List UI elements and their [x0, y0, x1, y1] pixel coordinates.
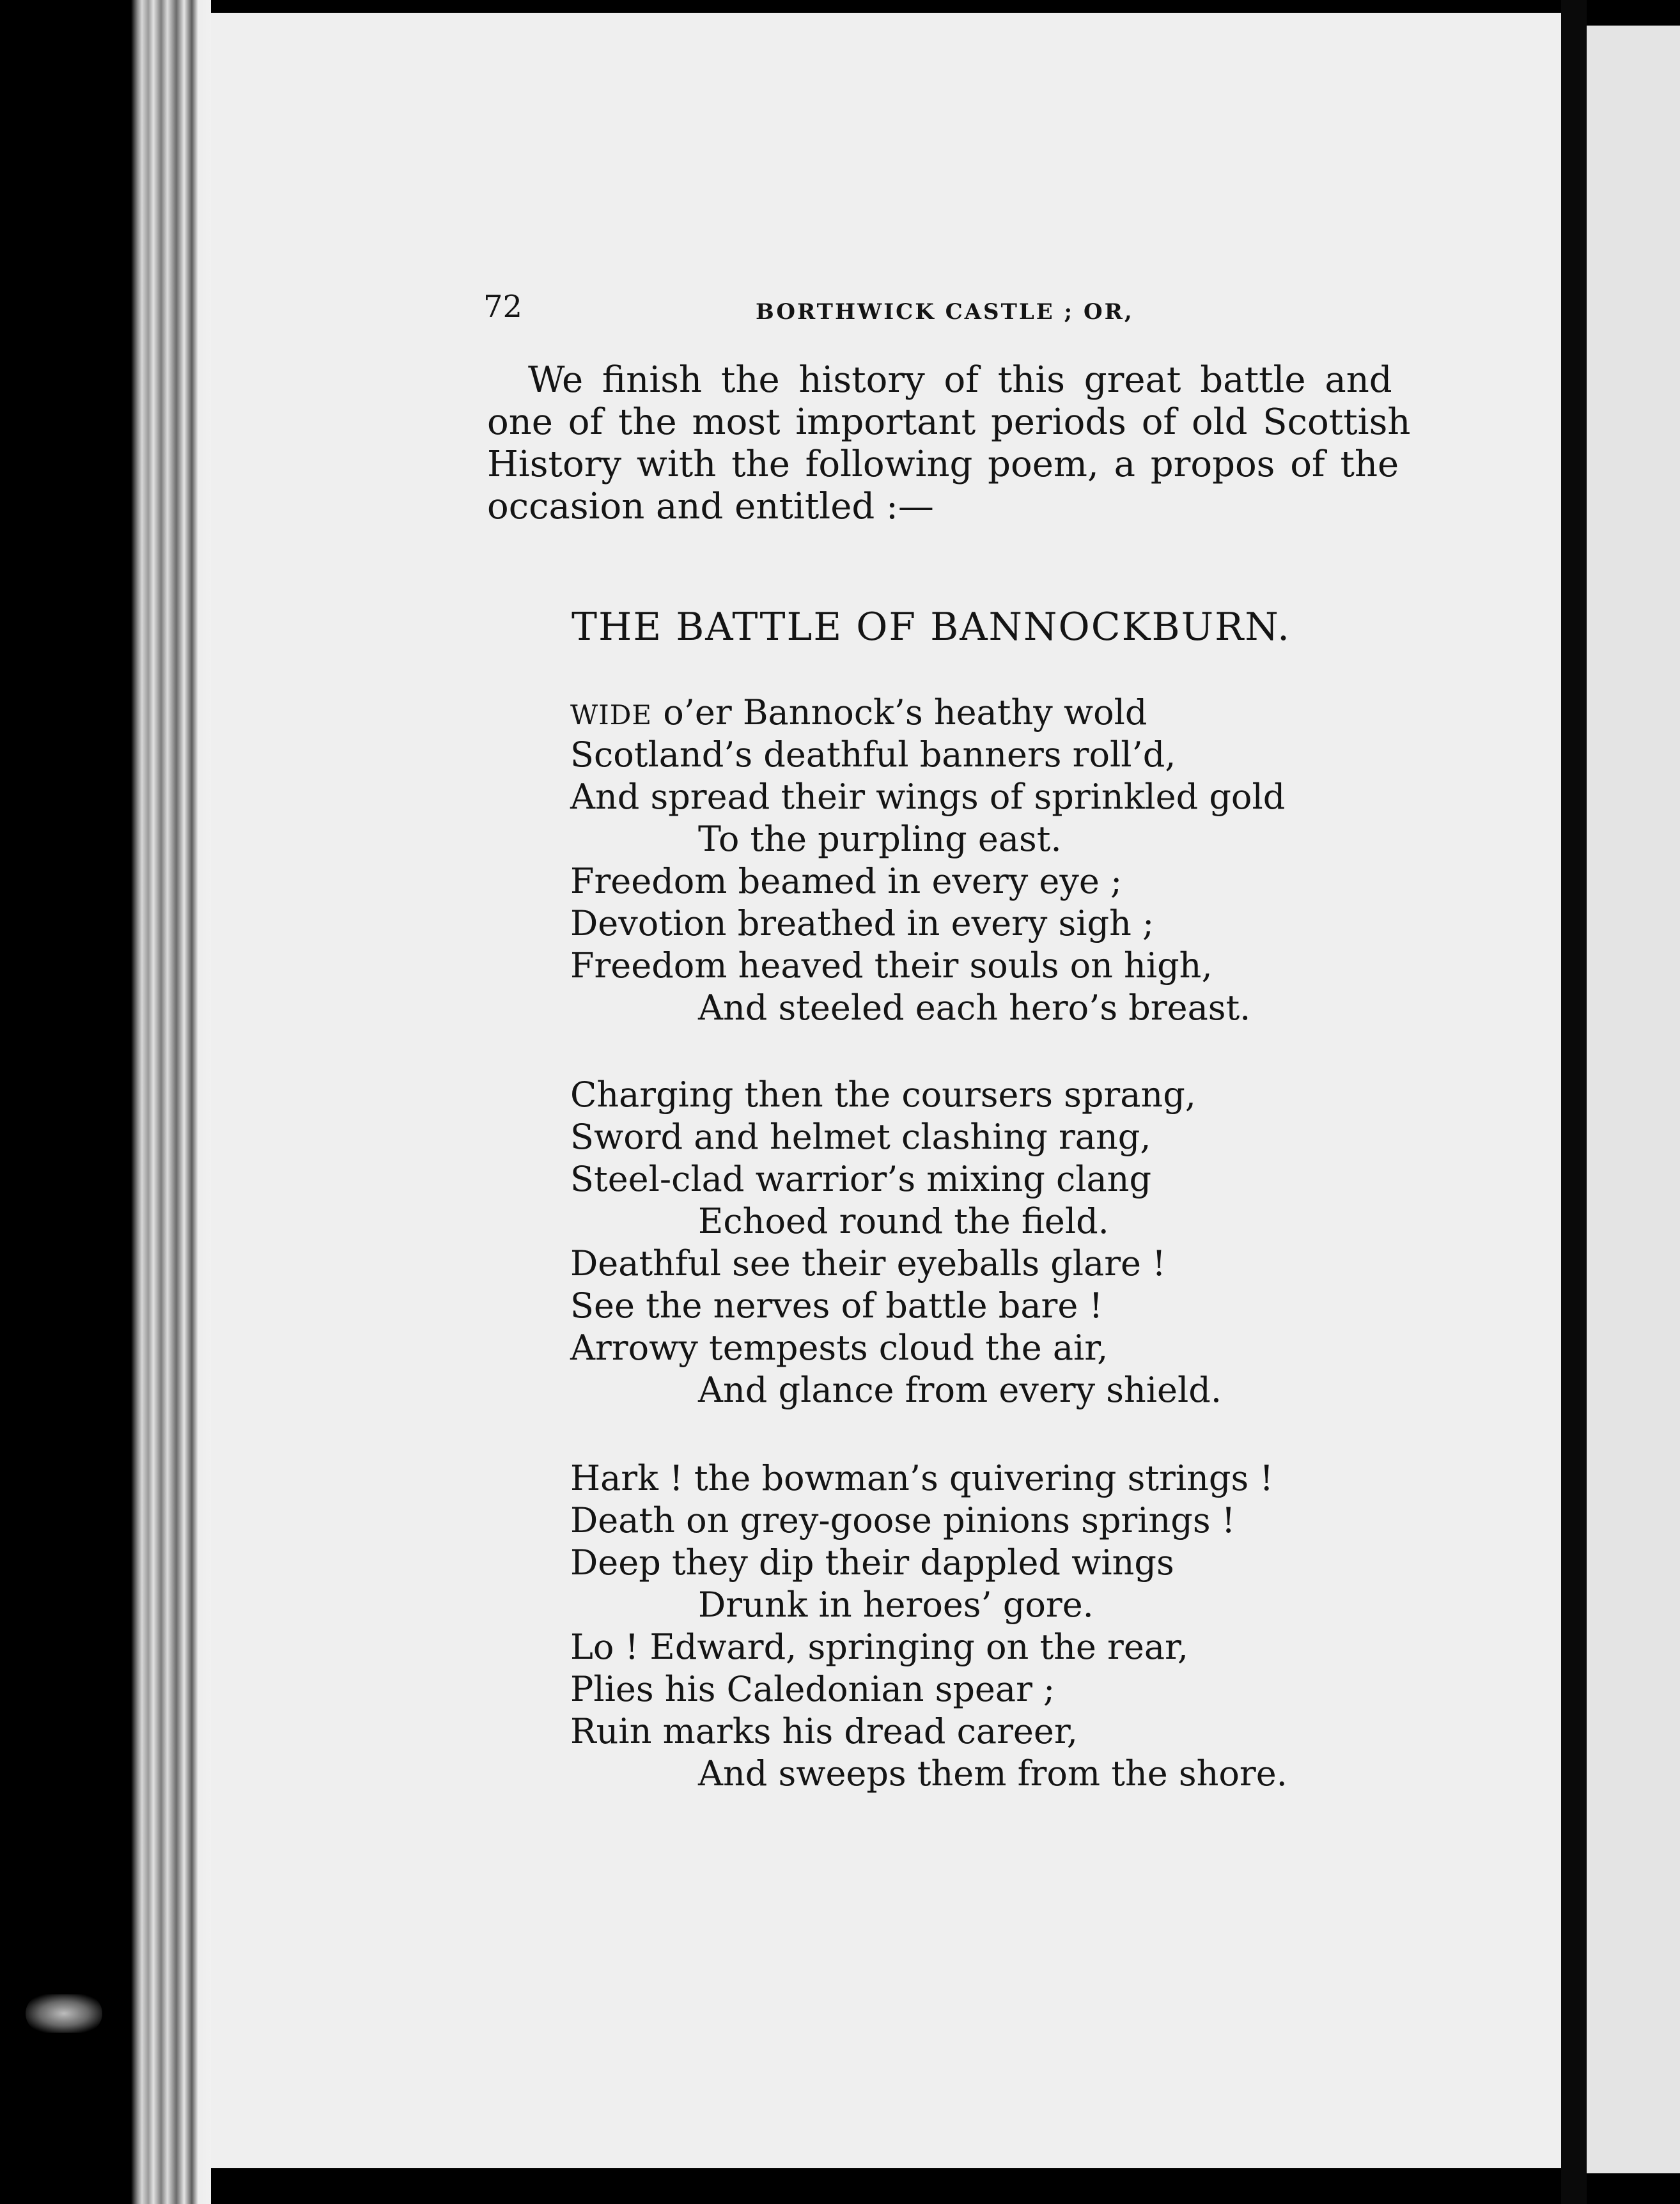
running-head: BORTHWICK CASTLE ; OR, — [756, 299, 1134, 325]
poem-line: Plies his Caledonian spear ; — [570, 1669, 1055, 1709]
poem-line: See the nerves of battle bare ! — [570, 1285, 1103, 1326]
poem-line: Deathful see their eyeballs glare ! — [570, 1243, 1166, 1284]
poem-line: Echoed round the field. — [698, 1201, 1109, 1241]
poem-line: Freedom beamed in every eye ; — [570, 861, 1123, 901]
poem-line: Deep they dip their dappled wings — [570, 1542, 1174, 1583]
poem-line: Arrowy tempests cloud the air, — [570, 1328, 1108, 1368]
small-caps-word: WIDE — [570, 699, 653, 731]
poem-line-text: o’er Bannock’s heathy wold — [652, 692, 1147, 733]
poem-line: And sweeps them from the shore. — [698, 1753, 1287, 1794]
scan-blot — [26, 1994, 102, 2033]
poem-line: Charging then the coursers sprang, — [570, 1075, 1196, 1115]
poem-line: And glance from every shield. — [698, 1370, 1222, 1410]
gutter — [1561, 0, 1587, 2204]
poem-line: Devotion breathed in every sigh ; — [570, 903, 1155, 943]
poem-line: And spread their wings of sprinkled gold — [570, 777, 1286, 817]
intro-line: History with the following poem, a propos of the — [487, 444, 1399, 485]
page-number: 72 — [483, 289, 523, 325]
intro-line: occasion and entitled :— — [487, 486, 934, 527]
poem-line: Scotland’s deathful banners roll’d, — [570, 734, 1176, 775]
poem-line: Ruin marks his dread career, — [570, 1711, 1078, 1751]
poem-line: Lo ! Edward, springing on the rear, — [570, 1627, 1189, 1667]
book-edge — [0, 0, 211, 2204]
poem-line — [570, 692, 1147, 736]
poem-line: Hark ! the bowman’s quivering strings ! — [570, 1458, 1274, 1498]
poem-line: To the purpling east. — [698, 819, 1062, 859]
poem-line: And steeled each hero’s breast. — [698, 988, 1251, 1028]
poem-line: Steel-clad warrior’s mixing clang — [570, 1159, 1152, 1199]
adjacent-page — [1587, 26, 1680, 2173]
intro-line: We finish the history of this great battle and — [528, 359, 1392, 401]
poem-line: Freedom heaved their souls on high, — [570, 945, 1213, 986]
intro-line: one of the most important periods of old Scottish — [487, 401, 1411, 443]
poem-line: Drunk in heroes’ gore. — [698, 1585, 1094, 1625]
poem-title: THE BATTLE OF BANNOCKBURN. — [572, 605, 1291, 649]
poem-line: Death on grey-goose pinions springs ! — [570, 1500, 1236, 1540]
poem-line: Sword and helmet clashing rang, — [570, 1117, 1151, 1157]
